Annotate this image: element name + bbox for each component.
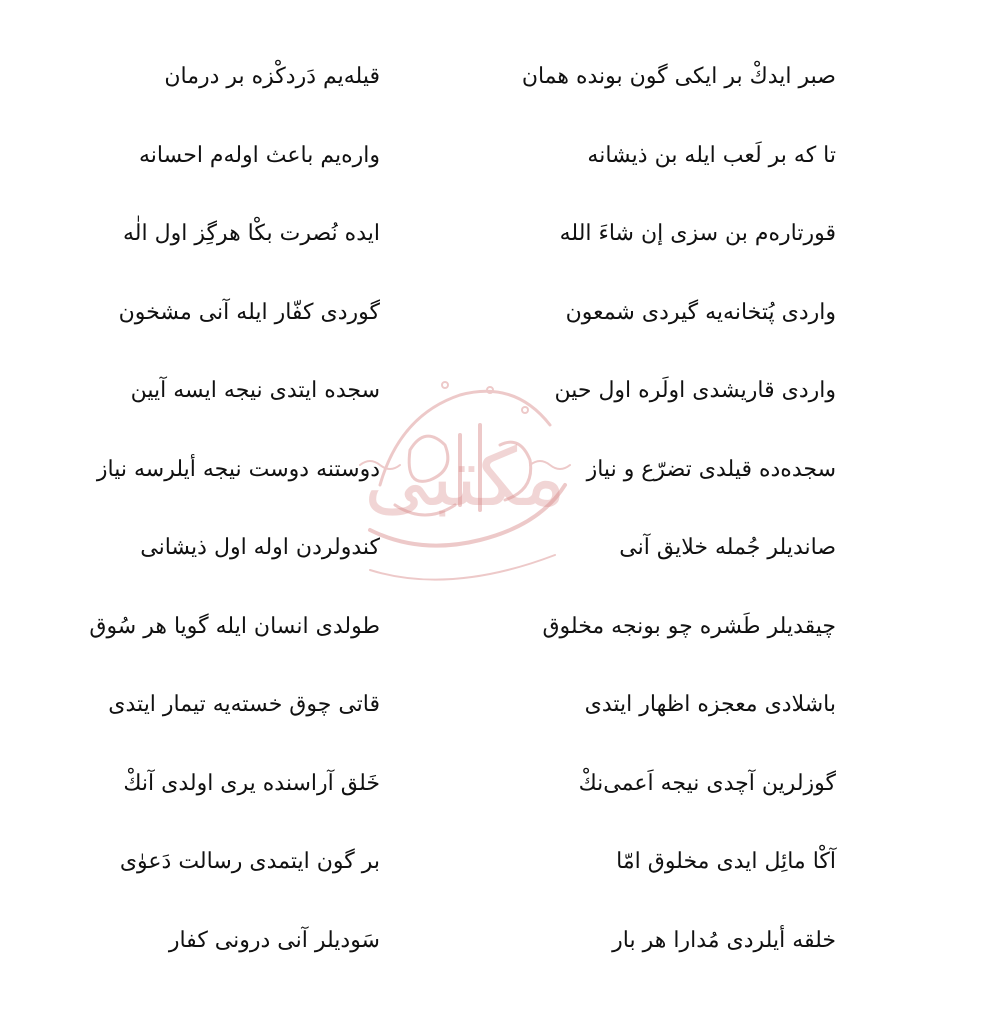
couplet <box>0 680 986 759</box>
first-hemistich: خلقه أیلردی مُدارا هر بار <box>612 927 836 953</box>
second-hemistich: بر گون ایتمدی رسالت دَعوٰی <box>119 849 380 874</box>
first-hemistich: واردی پُتخانەیه گیردی شمعون <box>565 299 836 325</box>
second-hemistich: طولدی انسان ایله گویا هر سُوق <box>89 613 380 639</box>
couplet <box>0 602 986 681</box>
second-hemistich: ایده نُصرت بکْا هرگِز اول الٰه <box>123 221 380 246</box>
first-hemistich: قورتارەم بن سزی إن شاءَ الله <box>559 221 836 246</box>
second-hemistich: وارەیم باعث اولەم احسانه <box>138 142 380 168</box>
couplet <box>0 52 986 131</box>
first-hemistich: چیقدیلر طَشره چو بونجه مخلوق <box>542 613 836 639</box>
first-hemistich: صبر ایدكْ بر ایکی گون بونده همان <box>521 64 836 89</box>
second-hemistich: گوردی کفّار ایله آنی مشخون <box>118 299 380 325</box>
poem-couplets <box>0 52 986 994</box>
second-hemistich: قاتی چوق خستەیه تیمار ایتدی <box>108 692 380 717</box>
couplet <box>0 366 986 445</box>
second-hemistich: سَودیلر آنی درونی کفار <box>168 927 380 953</box>
couplet <box>0 131 986 210</box>
second-hemistich: کندولردن اوله اول ذیشانی <box>140 535 380 560</box>
first-hemistich: گوزلرین آچدی نیجه اَعمی‌نكْ <box>578 770 836 796</box>
couplet <box>0 445 986 524</box>
couplet <box>0 759 986 838</box>
second-hemistich: خَلق آراسنده یری اولدی آنكْ <box>123 770 380 796</box>
couplet <box>0 209 986 288</box>
couplet <box>0 288 986 367</box>
couplet <box>0 916 986 995</box>
couplet <box>0 837 986 916</box>
first-hemistich: تا که بر لَعب ایله بن ذیشانه <box>587 142 836 168</box>
first-hemistich: باشلادی معجزه اظهار ایتدی <box>584 692 836 717</box>
first-hemistich: سجدەده قیلدی تضرّع و نیاز <box>586 456 836 482</box>
first-hemistich: آکْا مائِل ایدی مخلوق امّا <box>616 849 836 874</box>
couplet <box>0 523 986 602</box>
second-hemistich: سجده ایتدی نیجه ایسه آیین <box>130 378 380 403</box>
second-hemistich: قیلەیم دَردكْزه بر درمان <box>164 64 380 89</box>
watermark-lettering: مکتبی <box>364 431 566 524</box>
first-hemistich: صاندیلر جُمله خلایق آنی <box>619 535 836 560</box>
first-hemistich: واردی قاریشدی اولَره اول حین <box>554 378 836 403</box>
second-hemistich: دوستنه دوست نیجه أیلرسه نیاز <box>96 456 380 482</box>
